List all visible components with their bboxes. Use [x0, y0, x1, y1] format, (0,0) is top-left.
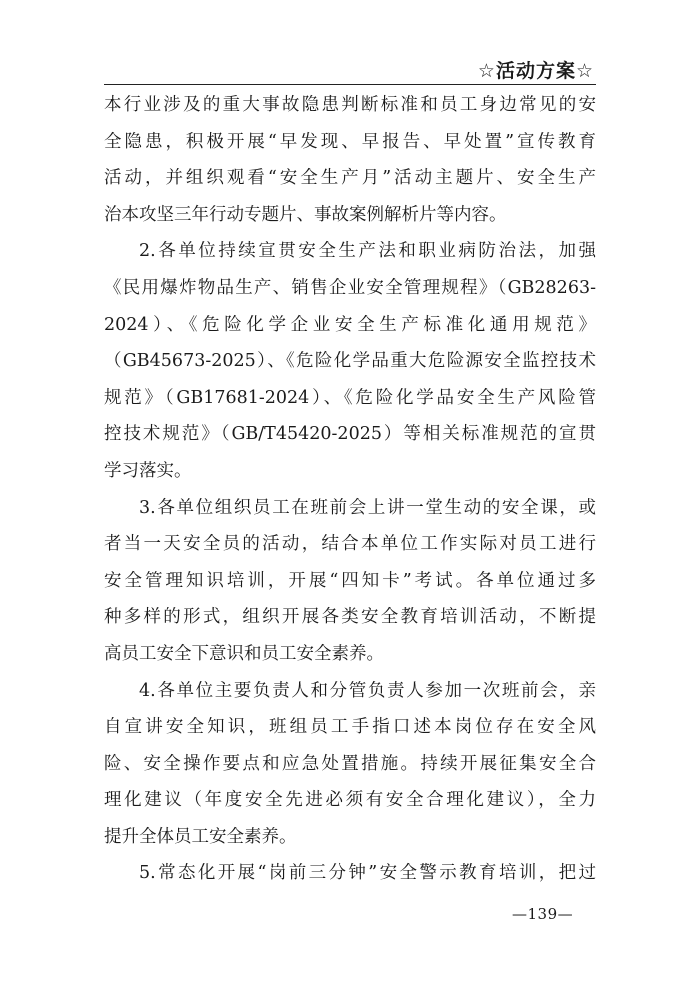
page-number: —139— [512, 905, 574, 923]
document-body [104, 87, 596, 892]
text-line: 3.各单位组织员工在班前会上讲一堂生动的安全课，或 [139, 497, 596, 518]
paragraph-3 [104, 490, 596, 673]
text-line: 理化建议（年度安全先进必须有安全合理化建议），全力 [104, 790, 596, 811]
text-line: 本行业涉及的重大事故隐患判断标准和员工身边常见的安 [104, 95, 596, 115]
text-line: 自宣讲安全知识，班组员工手指口述本岗位存在安全风 [104, 717, 596, 738]
text-line: 活动，并组织观看“安全生产月”活动主题片、安全生产 [104, 168, 596, 189]
text-line: 安全管理知识培训，开展“四知卡”考试。各单位通过多 [104, 570, 596, 591]
text-line: 4.各单位主要负责人和分管负责人参加一次班前会，亲 [139, 680, 596, 701]
paragraph-1 [104, 87, 596, 233]
paragraph-2 [104, 233, 596, 489]
text-line: 者当一天安全员的活动，结合本单位工作实际对员工进行 [104, 534, 596, 555]
text-line: 全隐患，积极开展“早发现、早报告、早处置”宣传教育 [104, 131, 596, 152]
text-line: 《民用爆炸物品生产、销售企业安全管理规程》（GB28263- [104, 277, 596, 298]
text-line: 种多样的形式，组织开展各类安全教育培训活动，不断提 [104, 607, 596, 628]
text-line: 治本攻坚三年行动专题片、事故案例解析片等内容。 [104, 204, 507, 225]
text-line: 规范》（GB17681-2024）、《危险化学品安全生产风险管 [104, 387, 596, 408]
text-line: 2024）、《危险化学企业安全生产标准化通用规范》 [104, 314, 596, 335]
paragraph-4 [104, 673, 596, 856]
page-header [104, 52, 596, 85]
text-line: 学习落实。 [104, 460, 192, 481]
paragraph-5 [104, 855, 596, 892]
text-line: 高员工安全下意识和员工安全素养。 [104, 643, 384, 664]
text-line: 2.各单位持续宣贯安全生产法和职业病防治法，加强 [139, 241, 596, 262]
text-line: 提升全体员工安全素养。 [104, 826, 297, 847]
text-line: （GB45673-2025）、《危险化学品重大危险源安全监控技术 [104, 351, 596, 372]
header-title: ☆活动方案☆ [477, 60, 594, 82]
text-line: 险、安全操作要点和应急处置措施。持续开展征集安全合 [104, 753, 596, 774]
text-line: 5.常态化开展“岗前三分钟”安全警示教育培训，把过 [139, 863, 596, 884]
text-line: 控技术规范》（GB/T45420-2025）等相关标准规范的宣贯 [104, 424, 596, 445]
